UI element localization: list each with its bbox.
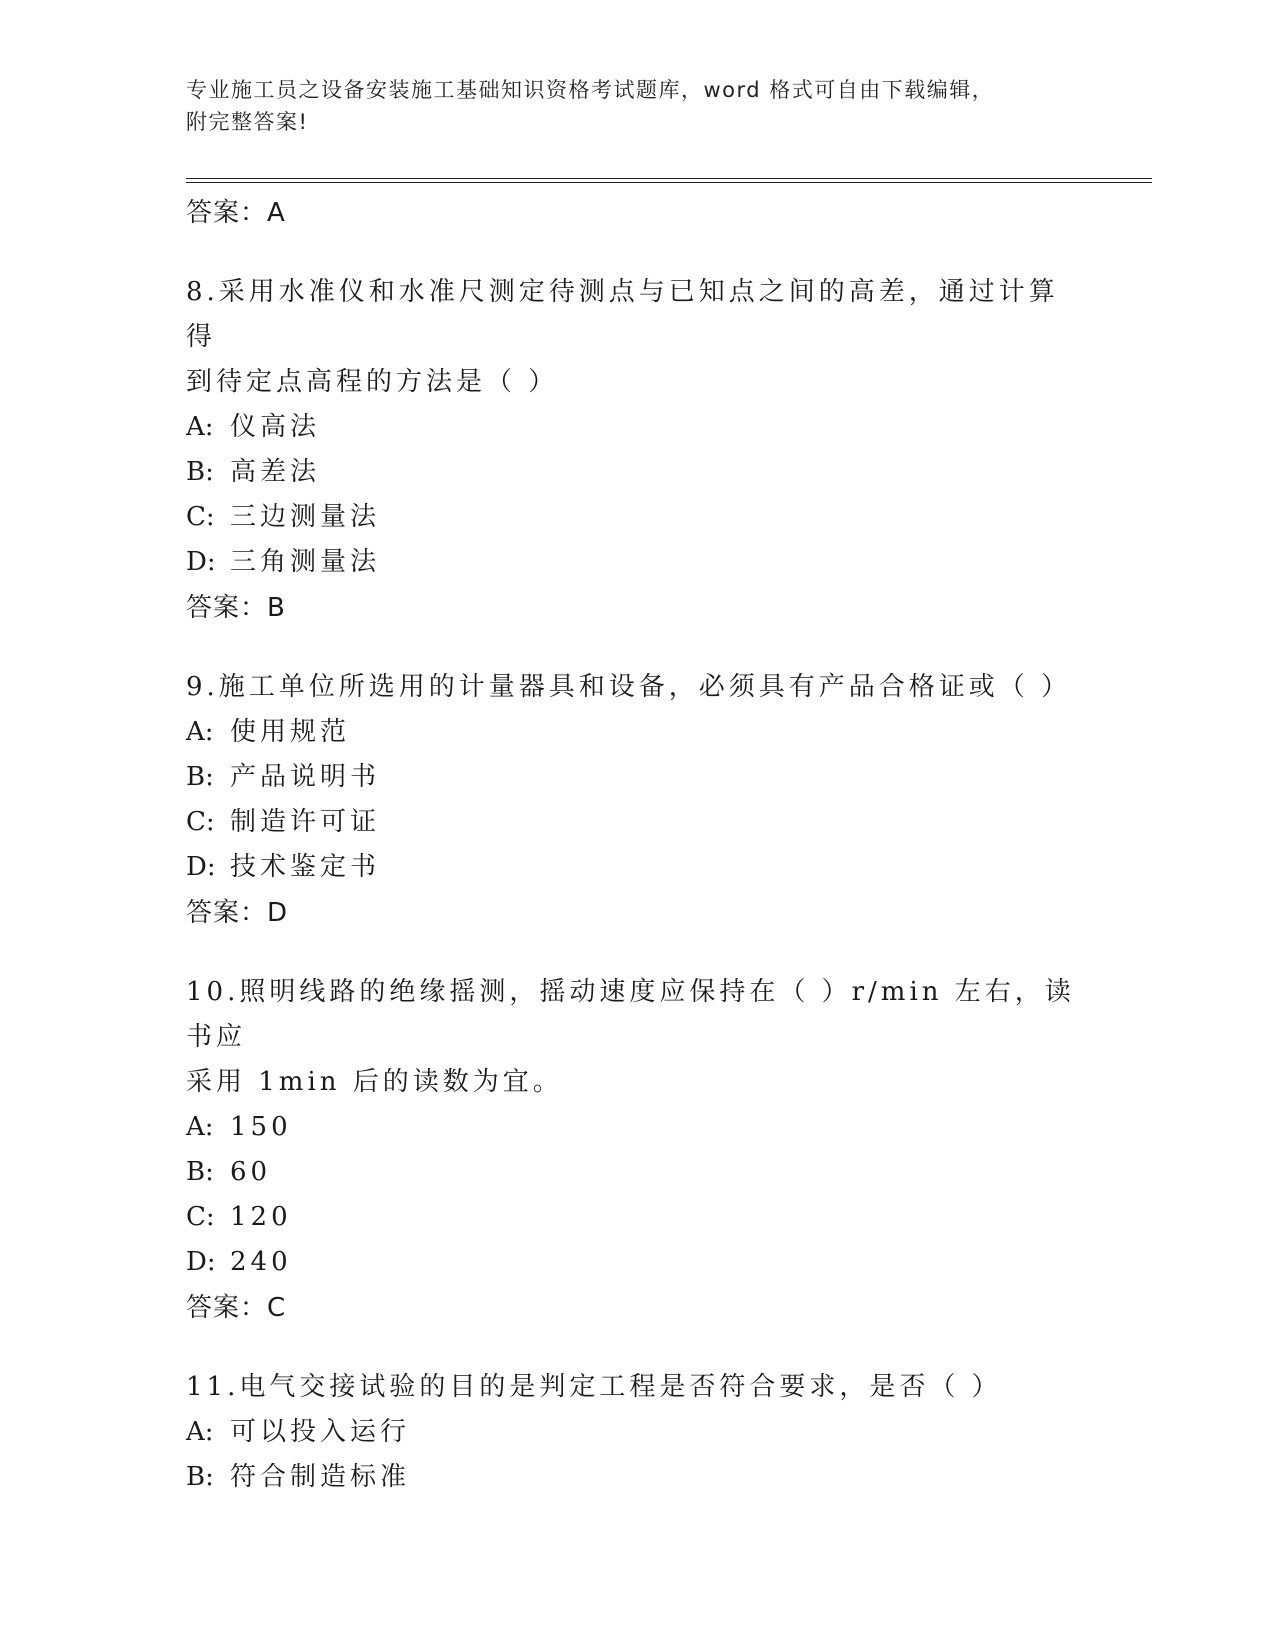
option-letter: A: [186, 412, 214, 442]
option-text: 150 [230, 1112, 292, 1142]
question-stem-line: 采用 1min 后的读数为宜。 [186, 1067, 563, 1097]
option-a [186, 710, 1086, 755]
option-text: 符合制造标准 [230, 1462, 411, 1492]
option-c [186, 800, 1086, 845]
header-divider-top [186, 178, 1152, 179]
option-text: 三角测量法 [230, 547, 381, 577]
question-stem-line: 11.电气交接试验的目的是判定工程是否符合要求，是否（ ） [186, 1372, 1002, 1402]
option-a [186, 405, 1086, 450]
option-letter: A: [186, 717, 214, 747]
option-c [186, 1195, 1086, 1240]
question-stem [186, 270, 1086, 405]
question-stem [186, 1365, 1086, 1410]
option-a [186, 1410, 1086, 1455]
option-text: 制造许可证 [230, 807, 381, 837]
option-letter: C: [186, 807, 215, 837]
answer-label: 答案：C [186, 1293, 287, 1323]
question-item [186, 270, 1086, 631]
option-d [186, 540, 1086, 585]
option-b [186, 450, 1086, 495]
option-b [186, 1455, 1086, 1500]
option-text: 60 [230, 1157, 272, 1187]
option-letter: B: [186, 457, 214, 487]
question-item [186, 1365, 1086, 1500]
option-letter: A: [186, 1112, 214, 1142]
option-b [186, 755, 1086, 800]
question-stem-line: 8.采用水准仪和水准尺测定待测点与已知点之间的高差，通过计算得 [186, 277, 1059, 352]
option-letter: B: [186, 762, 214, 792]
option-d [186, 845, 1086, 890]
option-letter: A: [186, 1417, 214, 1447]
question-stem [186, 970, 1086, 1105]
answer-label: 答案：D [186, 898, 289, 928]
option-letter: B: [186, 1462, 214, 1492]
option-letter: D: [186, 852, 216, 882]
option-d [186, 1240, 1086, 1285]
option-text: 可以投入运行 [230, 1417, 411, 1447]
header-line-1: 专业施工员之设备安装施工基础知识资格考试题库，word 格式可自由下载编辑， [186, 78, 995, 102]
option-c [186, 495, 1086, 540]
question-stem-line: 9.施工单位所选用的计量器具和设备，必须具有产品合格证或（ ） [186, 672, 1072, 702]
option-text: 产品说明书 [230, 762, 381, 792]
question-item [186, 970, 1086, 1331]
option-letter: C: [186, 502, 215, 532]
option-b [186, 1150, 1086, 1195]
header-divider-bottom [186, 182, 1152, 183]
option-text: 技术鉴定书 [230, 852, 381, 882]
option-letter: D: [186, 547, 216, 577]
question-list [186, 190, 1086, 1500]
question-stem [186, 665, 1086, 710]
option-text: 120 [230, 1202, 292, 1232]
option-text: 240 [230, 1247, 292, 1277]
option-text: 三边测量法 [230, 502, 381, 532]
page-header [186, 74, 1066, 138]
option-text: 仪高法 [230, 412, 321, 442]
answer-label: 答案：A [186, 198, 286, 228]
option-letter: B: [186, 1157, 214, 1187]
option-a [186, 1105, 1086, 1150]
option-letter: C: [186, 1202, 215, 1232]
answer-label: 答案：B [186, 593, 286, 623]
question-stem-line: 10.照明线路的绝缘摇测，摇动速度应保持在（ ）r/min 左右，读书应 [186, 977, 1075, 1052]
option-letter: D: [186, 1247, 216, 1277]
option-text: 使用规范 [230, 717, 351, 747]
question-item [186, 665, 1086, 936]
option-text: 高差法 [230, 457, 321, 487]
question-stem-line: 到待定点高程的方法是（ ） [186, 367, 559, 397]
header-line-2: 附完整答案! [186, 110, 309, 134]
